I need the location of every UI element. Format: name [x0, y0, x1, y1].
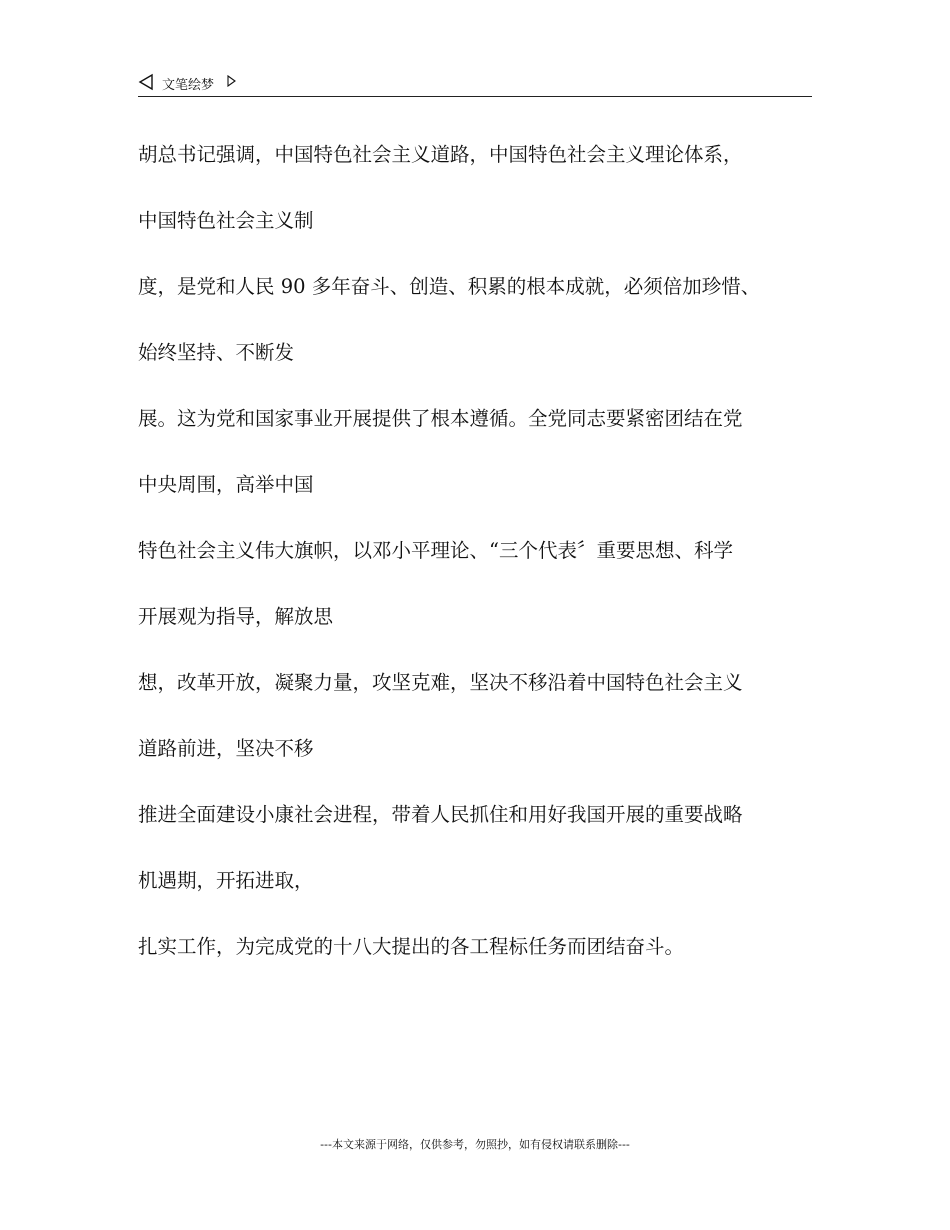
text-line: 开展观为指导，解放思: [138, 605, 334, 628]
text-line: 特色社会主义伟大旗帜，以邓小平理论、“三个代表〞重要思想、科学: [138, 539, 733, 562]
text-line: 推进全面建设小康社会进程，带着人民抓住和用好我国开展的重要战略: [138, 803, 743, 826]
text-line: 道路前进，坚决不移: [138, 737, 314, 760]
text-line: 中央周围，高举中国: [138, 473, 314, 496]
text-line: 中国特色社会主义制: [138, 209, 314, 232]
header-title: 文笔绘梦: [162, 78, 215, 93]
text-line: 扎实工作，为完成党的十八大提出的各工程标任务而团结奋斗。: [138, 935, 685, 958]
triangle-right-outline-icon: [226, 75, 236, 87]
text-line: 度，是党和人民 90 多年奋斗、创造、积累的根本成就，必须倍加珍惜、: [138, 275, 761, 298]
text-line: 想，改革开放，凝聚力量，攻坚克难，坚决不移沿着中国特色社会主义: [138, 671, 743, 694]
text-line: 始终坚持、不断发: [138, 341, 295, 364]
page-header: [138, 72, 812, 97]
text-line: 展。这为党和国家事业开展提供了根本遵循。全党同志要紧密团结在党: [138, 407, 743, 430]
triangle-left-outline-icon: [138, 73, 156, 91]
text-line: 机遇期，开拓进取，: [138, 869, 314, 892]
text-line: 胡总书记强调，中国特色社会主义道路，中国特色社会主义理论体系，: [138, 143, 743, 166]
page-footer: ---本文来源于网络，仅供参考，勿照抄，如有侵权请联系删除---: [320, 1138, 630, 1151]
body-text: [138, 142, 818, 1000]
